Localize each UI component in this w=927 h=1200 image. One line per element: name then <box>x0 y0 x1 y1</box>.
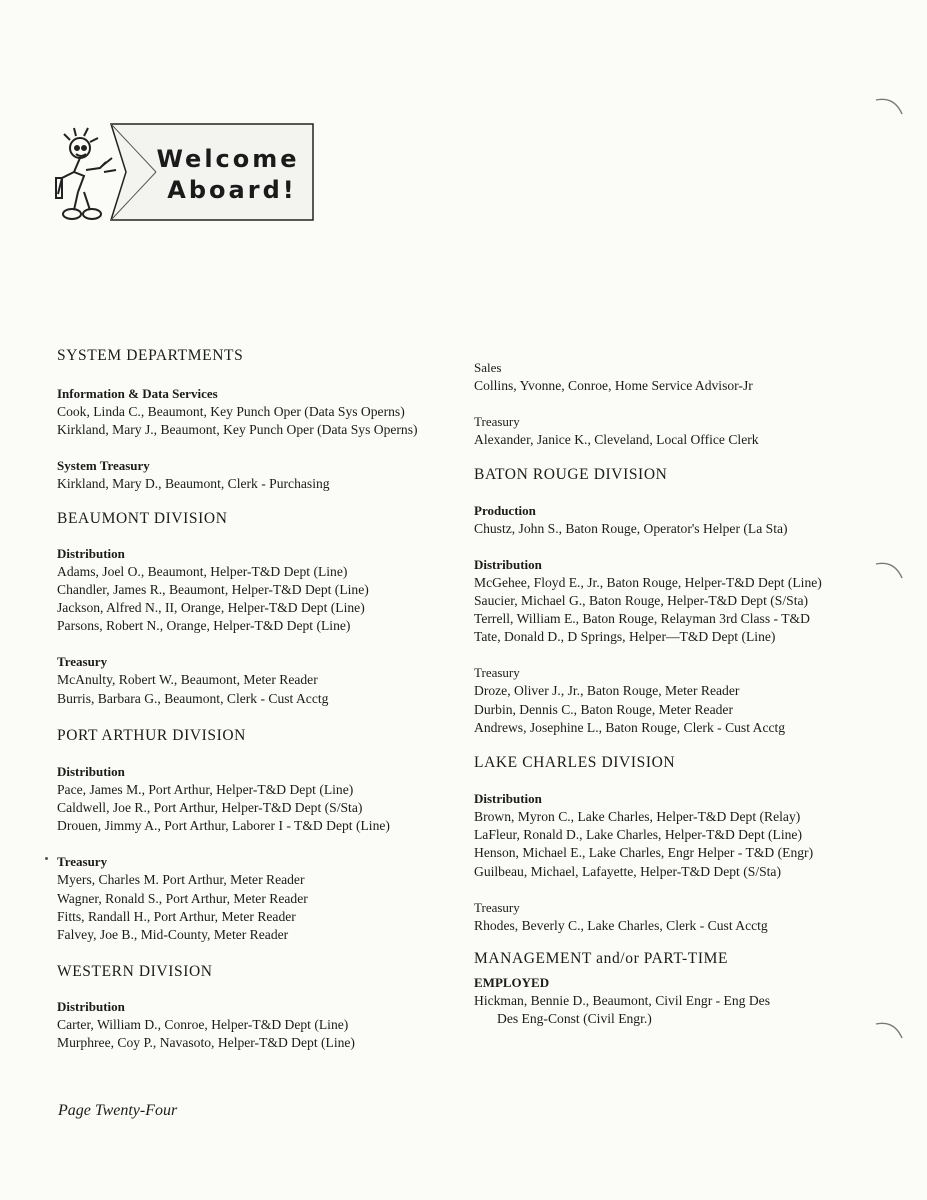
group-heading: Distribution <box>57 763 125 779</box>
list-item: Myers, Charles M. Port Arthur, Meter Reader <box>57 872 305 888</box>
section-port-arthur-division <box>57 726 467 944</box>
group-heading: Distribution <box>57 545 125 561</box>
list-item: LaFleur, Ronald D., Lake Charles, Helper-T&D Dept (Line) <box>474 827 802 843</box>
section-baton-rouge-division <box>474 465 894 737</box>
section-heading: SYSTEM DEPARTMENTS <box>57 347 244 364</box>
list-item: Chandler, James R., Beaumont, Helper-T&D Dept (Line) <box>57 581 369 597</box>
list-item: Cook, Linda C., Beaumont, Key Punch Oper (Data Sys Operns) <box>57 404 405 419</box>
list-item: Guilbeau, Michael, Lafayette, Helper-T&D Dept (S/Sta) <box>474 863 781 879</box>
section-heading: PORT ARTHUR DIVISION <box>57 726 246 744</box>
group-heading: Information & Data Services <box>57 386 218 401</box>
list-item: Falvey, Joe B., Mid-County, Meter Reader <box>57 927 289 943</box>
list-item: Saucier, Michael G., Baton Rouge, Helper-T&D Dept (S/Sta) <box>474 592 809 608</box>
list-item: Brown, Myron C., Lake Charles, Helper-T&D Dept (Relay) <box>474 809 801 825</box>
group-heading: Treasury <box>474 899 520 915</box>
list-item: Caldwell, Joe R., Port Arthur, Helper-T&D Dept (S/Sta) <box>57 800 363 816</box>
scan-speck <box>45 857 48 860</box>
banner-title <box>148 144 308 206</box>
list-item: Drouen, Jimmy A., Port Arthur, Laborer I - T&D Dept (Line) <box>57 818 390 834</box>
list-item: Droze, Oliver J., Jr., Baton Rouge, Meter Reader <box>474 683 740 699</box>
list-item: Terrell, William E., Baton Rouge, Relayman 3rd Class - T&D <box>474 611 810 627</box>
list-item: McGehee, Floyd E., Jr., Baton Rouge, Helper-T&D Dept (Line) <box>474 574 822 590</box>
list-item: Jackson, Alfred N., II, Orange, Helper-T&D Dept (Line) <box>57 600 365 616</box>
left-column <box>57 346 467 1053</box>
list-item: Burris, Barbara G., Beaumont, Clerk - Cust Acctg <box>57 690 329 706</box>
section-beaumont-division <box>57 509 467 708</box>
list-item: Kirkland, Mary J., Beaumont, Key Punch Oper (Data Sys Operns) <box>57 422 418 438</box>
welcome-aboard-banner <box>52 122 314 226</box>
section-lake-charles-division <box>474 753 894 935</box>
list-item: Collins, Yvonne, Conroe, Home Service Advisor-Jr <box>474 378 753 393</box>
page-number: Page Twenty-Four <box>58 1102 178 1119</box>
section-western-division <box>57 962 467 1052</box>
group-heading: Treasury <box>474 665 520 681</box>
section-heading: MANAGEMENT and/or PART-TIME <box>474 950 729 968</box>
group-heading: Sales <box>474 360 502 375</box>
section-heading: BATON ROUGE DIVISION <box>474 466 668 484</box>
section-sales <box>474 359 894 395</box>
list-item: Rhodes, Beverly C., Lake Charles, Clerk - Cust Acctg <box>474 917 768 933</box>
list-item: Wagner, Ronald S., Port Arthur, Meter Reader <box>57 890 308 906</box>
list-item: Parsons, Robert N., Orange, Helper-T&D Dept (Line) <box>57 618 351 634</box>
section-treasury <box>474 413 894 449</box>
list-item: Kirkland, Mary D., Beaumont, Clerk - Purchasing <box>57 476 330 492</box>
section-management-part-time <box>474 949 894 1028</box>
list-item-continuation: Des Eng-Const (Civil Engr.) <box>497 1011 652 1027</box>
punch-hole-mark-icon <box>874 94 906 124</box>
list-item: Fitts, Randall H., Port Arthur, Meter Reader <box>57 908 296 924</box>
banner-line-2: Aboard! <box>167 176 297 204</box>
list-item: Tate, Donald D., D Springs, Helper—T&D Dept (Line) <box>474 629 776 645</box>
list-item: Carter, William D., Conroe, Helper-T&D Dept (Line) <box>57 1017 349 1033</box>
list-item: Chustz, John S., Baton Rouge, Operator's Helper (La Sta) <box>474 521 788 537</box>
group-heading: Distribution <box>57 999 125 1015</box>
list-item: Adams, Joel O., Beaumont, Helper-T&D Dept (Line) <box>57 563 348 579</box>
list-item: Hickman, Bennie D., Beaumont, Civil Engr - Eng Des <box>474 993 770 1009</box>
punch-hole-mark-icon <box>874 1018 906 1048</box>
section-system-departments <box>57 346 467 494</box>
section-heading: LAKE CHARLES DIVISION <box>474 754 676 772</box>
group-heading: System Treasury <box>57 458 150 474</box>
list-item: Murphree, Coy P., Navasoto, Helper-T&D Dept (Line) <box>57 1035 355 1051</box>
group-heading: Treasury <box>57 654 108 670</box>
group-heading: Treasury <box>57 854 108 870</box>
group-heading: Treasury <box>474 414 520 430</box>
banner-line-1: Welcome <box>156 145 300 173</box>
list-item: Durbin, Dennis C., Baton Rouge, Meter Reader <box>474 701 733 717</box>
punch-hole-mark-icon <box>874 558 906 588</box>
list-item: Henson, Michael E., Lake Charles, Engr Helper - T&D (Engr) <box>474 845 814 861</box>
list-item: Alexander, Janice K., Cleveland, Local Office Clerk <box>474 432 759 448</box>
group-heading: Distribution <box>474 556 542 572</box>
group-heading: Distribution <box>474 791 542 807</box>
list-item: McAnulty, Robert W., Beaumont, Meter Reader <box>57 672 318 688</box>
section-heading: BEAUMONT DIVISION <box>57 509 228 527</box>
section-heading: WESTERN DIVISION <box>57 963 213 981</box>
right-column <box>474 359 894 1028</box>
list-item: Andrews, Josephine L., Baton Rouge, Clerk - Cust Acctg <box>474 719 786 735</box>
group-heading: EMPLOYED <box>474 975 550 991</box>
group-heading: Production <box>474 503 536 519</box>
list-item: Pace, James M., Port Arthur, Helper-T&D Dept (Line) <box>57 781 354 797</box>
